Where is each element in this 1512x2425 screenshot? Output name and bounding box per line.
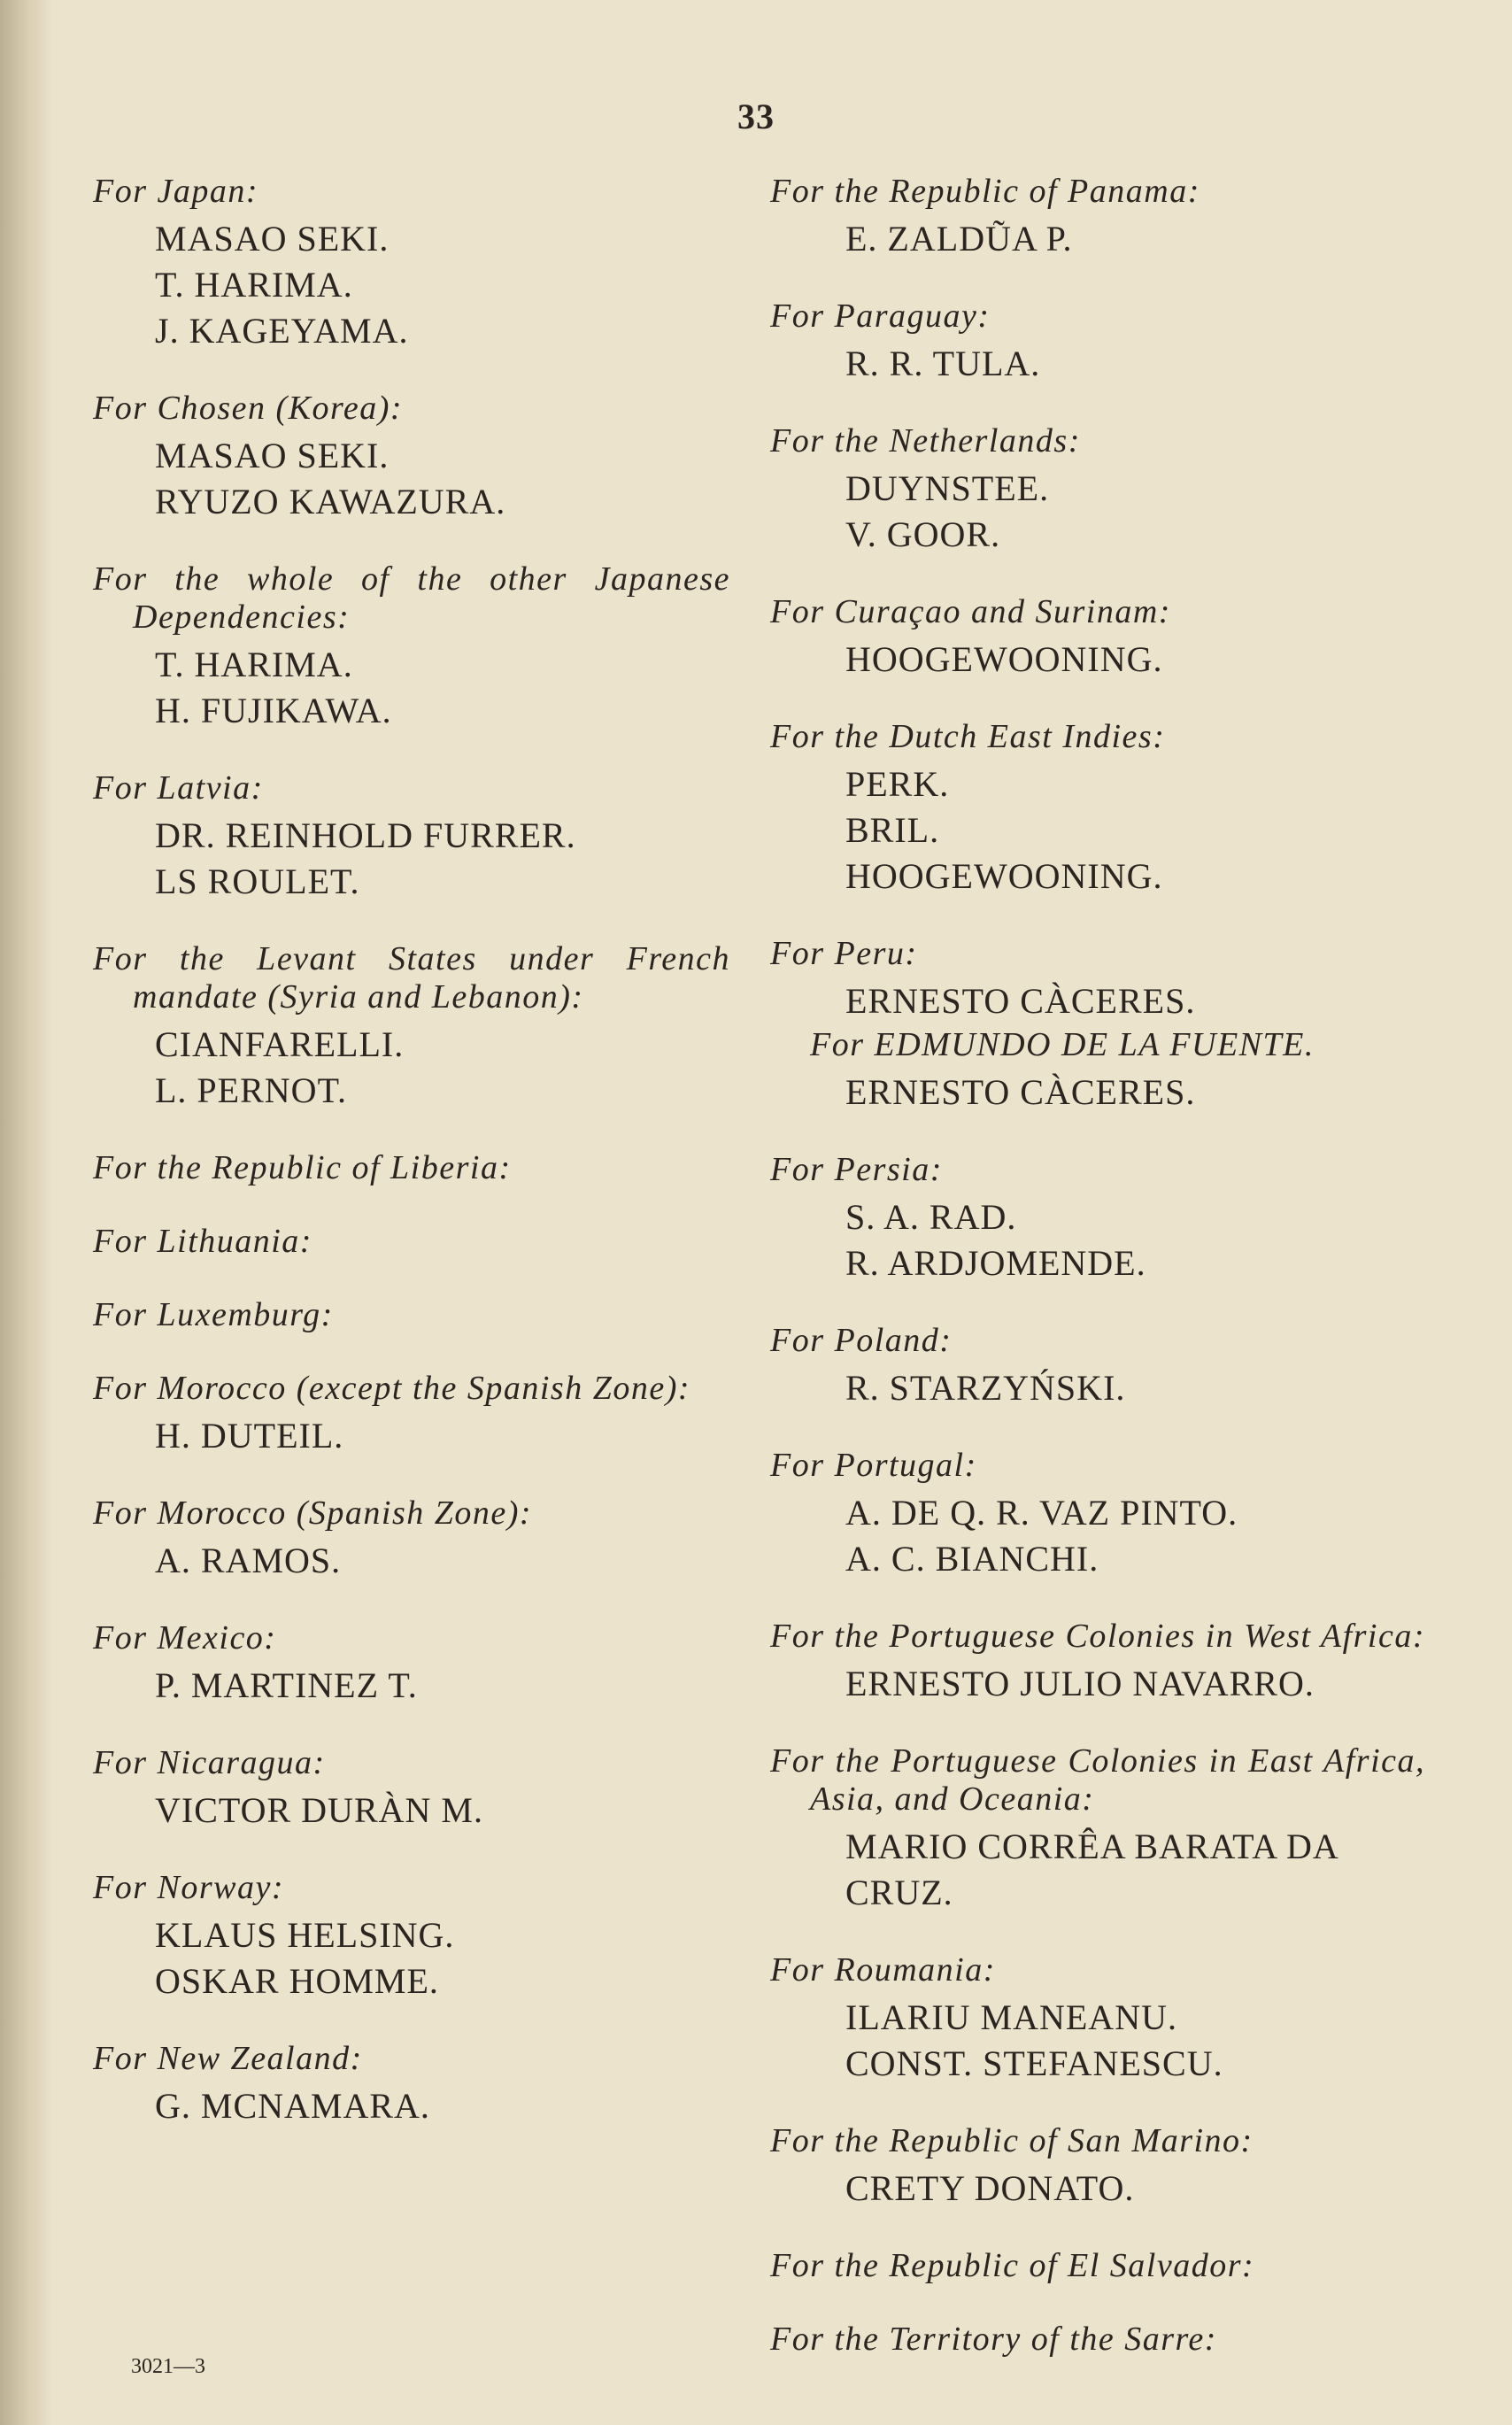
signatory-entry — [93, 1149, 730, 1187]
signatory-entry — [93, 1296, 730, 1334]
signatory-name: CONST. STEFANESCU. — [845, 2043, 1223, 2083]
signatory-entry — [93, 1744, 730, 1834]
signatory-entry — [770, 2321, 1425, 2359]
signatory-name: S. A. RAD. — [845, 1197, 1017, 1237]
signatory-entry — [770, 1742, 1425, 1916]
country-heading: For Norway: — [93, 1869, 284, 1906]
country-heading: For the Republic of San Marino: — [770, 2122, 1254, 2159]
country-heading: For the Dutch East Indies: — [770, 718, 1166, 755]
signatory-name: ERNESTO CÀCERES. — [845, 1072, 1196, 1112]
signatory-name: MARIO CORRÊA BARATA DA CRUZ. — [845, 1826, 1338, 1912]
signatory-entry — [93, 1494, 730, 1584]
signatory-name: T. HARIMA. — [155, 645, 353, 684]
country-heading: For Persia: — [770, 1151, 943, 1188]
country-heading: For the Republic of Liberia: — [93, 1149, 512, 1186]
signatory-name: L. PERNOT. — [155, 1070, 348, 1110]
signatory-name: E. ZALDŨA P. — [845, 219, 1073, 259]
signatory-name: R. STARZYŃSKI. — [845, 1368, 1126, 1408]
signatory-entry — [93, 940, 730, 1114]
country-heading: For Chosen (Korea): — [93, 390, 404, 427]
signatory-name: J. KAGEYAMA. — [155, 311, 409, 351]
country-heading: For Luxemburg: — [93, 1296, 334, 1333]
country-heading: For Portugal: — [770, 1447, 977, 1484]
signatory-name: PERK. — [845, 764, 950, 804]
country-heading: For the Portuguese Colonies in West Africa: — [770, 1618, 1426, 1655]
signatory-name: R. R. TULA. — [845, 344, 1041, 383]
signatory-entry — [770, 1447, 1425, 1582]
signatory-name: KLAUS HELSING. — [155, 1915, 455, 1955]
signatory-name: V. GOOR. — [845, 514, 1001, 554]
signatory-name: P. MARTINEZ T. — [155, 1665, 418, 1705]
signatory-entry — [93, 1619, 730, 1709]
country-heading: For Curaçao and Surinam: — [770, 593, 1171, 630]
page-number: 33 — [737, 97, 775, 136]
signatory-entry — [770, 1618, 1425, 1707]
signatory-name: MASAO SEKI. — [155, 219, 390, 259]
signatory-name: R. ARDJOMENDE. — [845, 1243, 1146, 1283]
signatory-entry — [770, 2122, 1425, 2212]
signatory-name: ILARIU MANEANU. — [845, 1997, 1177, 2037]
signatory-name: G. MCNAMARA. — [155, 2086, 430, 2126]
signatory-entry — [93, 173, 730, 354]
signatory-name: LS ROULET. — [155, 861, 360, 901]
country-heading: For Mexico: — [93, 1619, 277, 1657]
left-column — [93, 173, 730, 2165]
page-binding-shadow — [0, 0, 53, 2425]
signatory-entry — [93, 390, 730, 525]
right-column — [770, 173, 1425, 2394]
country-heading: For the Netherlands: — [770, 422, 1081, 460]
signatory-name: HOOGEWOONING. — [845, 639, 1163, 679]
country-heading: For the Portuguese Colonies in East Africa, Asia, and Oceania: — [770, 1742, 1425, 1818]
signatory-name: H. FUJIKAWA. — [155, 691, 392, 730]
signatory-name: ERNESTO JULIO NAVARRO. — [845, 1664, 1315, 1703]
sub-heading: For EDMUNDO DE LA FUENTE. — [810, 1026, 1315, 1063]
signatory-entry — [770, 2247, 1425, 2285]
signatory-entry — [93, 769, 730, 905]
signatory-name: A. C. BIANCHI. — [845, 1539, 1099, 1579]
signatory-name: HOOGEWOONING. — [845, 856, 1163, 896]
country-heading: For Paraguay: — [770, 297, 991, 335]
country-heading: For Nicaragua: — [93, 1744, 326, 1781]
signatory-name: RYUZO KAWAZURA. — [155, 482, 506, 521]
signatory-entry — [770, 1151, 1425, 1286]
signatory-entry — [770, 1951, 1425, 2087]
print-signature: 3021—3 — [131, 2355, 205, 2378]
signatory-entry — [93, 1869, 730, 2004]
signatory-entry — [93, 1370, 730, 1459]
country-heading: For Lithuania: — [93, 1223, 312, 1260]
signatory-entry — [93, 1223, 730, 1261]
country-heading: For Poland: — [770, 1322, 953, 1359]
signatory-name: CRETY DONATO. — [845, 2168, 1135, 2208]
country-heading: For the Levant States under French mandate (Syria and Lebanon): — [93, 940, 730, 1016]
country-heading: For Latvia: — [93, 769, 264, 807]
country-heading: For Roumania: — [770, 1951, 996, 1989]
signatory-entry — [770, 422, 1425, 558]
signatory-name: DR. REINHOLD FURRER. — [155, 815, 576, 855]
country-heading: For New Zealand: — [93, 2040, 363, 2077]
signatory-entry — [770, 718, 1425, 900]
country-heading: For Peru: — [770, 935, 918, 972]
signatory-entry — [770, 593, 1425, 683]
signatory-name: DUYNSTEE. — [845, 468, 1050, 508]
signatory-entry — [770, 935, 1425, 1116]
signatory-name: ERNESTO CÀCERES. — [845, 981, 1196, 1021]
country-heading: For the Territory of the Sarre: — [770, 2321, 1217, 2358]
signatory-entry — [93, 560, 730, 734]
signatory-name: A. DE Q. R. VAZ PINTO. — [845, 1493, 1238, 1533]
country-heading: For Japan: — [93, 173, 259, 210]
signatory-name: A. RAMOS. — [155, 1541, 342, 1580]
signatory-entry — [770, 173, 1425, 262]
signatory-name: OSKAR HOMME. — [155, 1961, 439, 2001]
country-heading: For Morocco (Spanish Zone): — [93, 1494, 533, 1532]
signatory-entry — [770, 1322, 1425, 1411]
signatory-name: CIANFARELLI. — [155, 1024, 405, 1064]
country-heading: For the Republic of El Salvador: — [770, 2247, 1255, 2284]
country-heading: For Morocco (except the Spanish Zone): — [93, 1370, 691, 1407]
signatory-name: T. HARIMA. — [155, 265, 353, 305]
signatory-name: BRIL. — [845, 810, 940, 850]
signatory-name: VICTOR DURÀN M. — [155, 1790, 483, 1830]
country-heading: For the Republic of Panama: — [770, 173, 1200, 210]
signatory-name: H. DUTEIL. — [155, 1416, 344, 1456]
signatory-entry — [93, 2040, 730, 2129]
signatory-entry — [770, 297, 1425, 387]
country-heading: For the whole of the other Japanese Dependencies: — [93, 560, 730, 636]
signatory-name: MASAO SEKI. — [155, 436, 390, 475]
